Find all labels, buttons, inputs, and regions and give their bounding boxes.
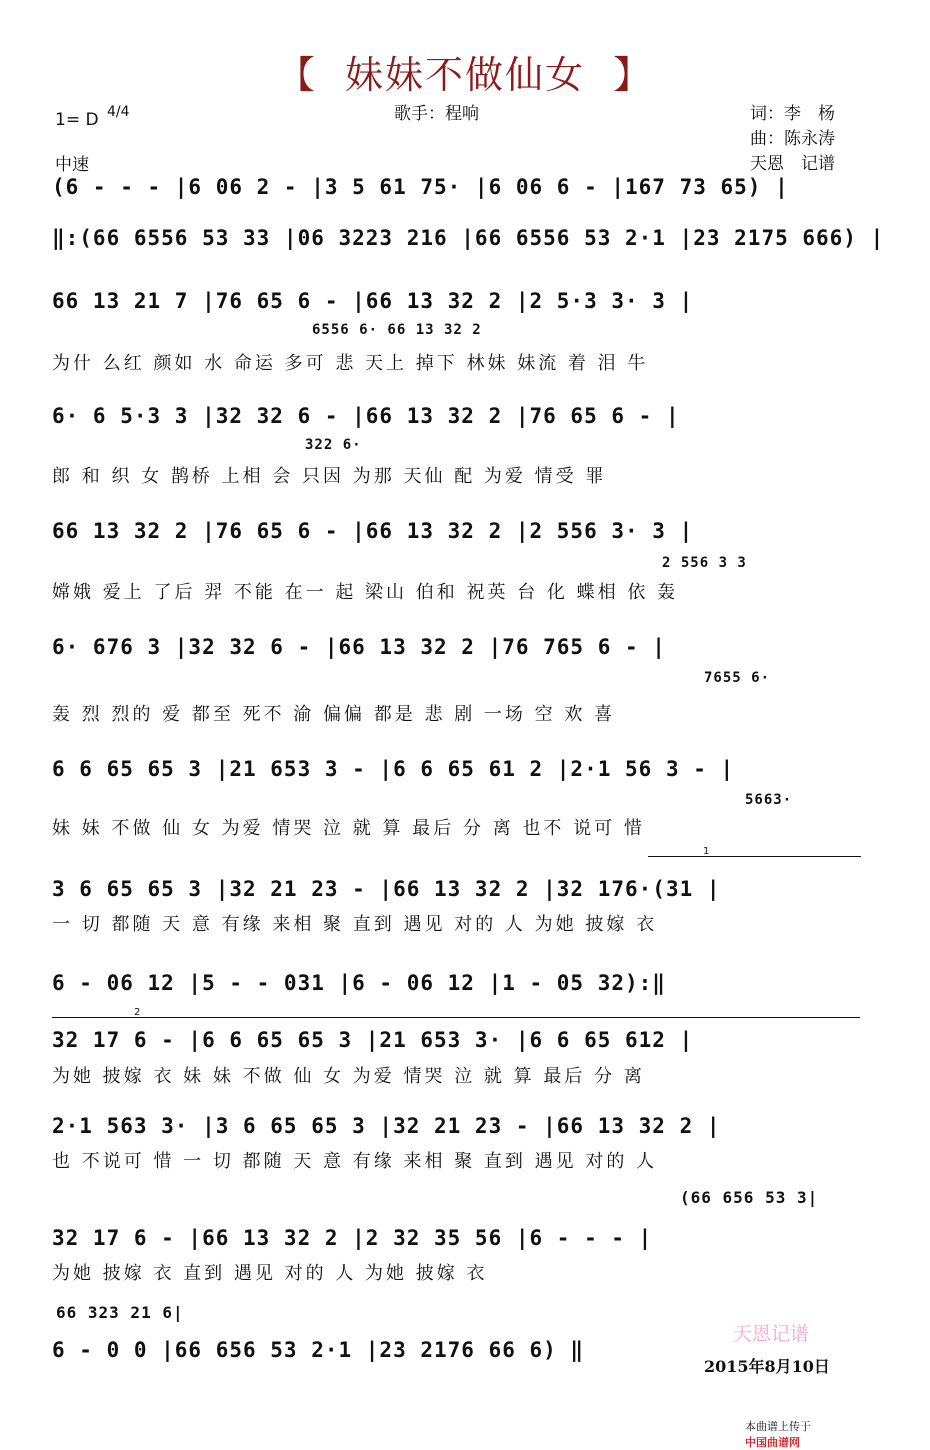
lyric-line-7: 妹 妹 不做 仙 女 为爱 情哭 泣 就 算 最后 分 离 也不 说可 惜 [52, 818, 645, 839]
footer-prefix: 本曲谱上传于 [745, 1420, 811, 1433]
song-title: 【 妹妹不做仙女 】 [276, 53, 654, 97]
transcription-date: 2015年8月10日 [704, 1357, 830, 1376]
score-line-10: 32 17 6 - |6 6 65 65 3 |21 653 3· |6 6 65 612 | [52, 1028, 694, 1052]
score-line-6: 6· 676 3 |32 32 6 - |66 13 32 2 |76 765 6 - | [52, 635, 666, 659]
harmony-line-12: (66 656 53 3| [680, 1188, 819, 1207]
lyric-line-4: 郎 和 织 女 鹊桥 上相 会 只因 为那 天仙 配 为爱 情受 罪 [52, 466, 607, 487]
score-line-5: 66 13 32 2 |76 65 6 - |66 13 32 2 |2 556 3· 3 | [52, 519, 694, 543]
singer-credit: 歌手：程响 [394, 104, 479, 124]
harmony-line-4: 322 6· [305, 437, 362, 453]
harmony-line-6: 7655 6· [704, 670, 771, 686]
harmony-line-7: 5663· [745, 792, 793, 808]
tempo-marking: 中速 [55, 155, 89, 175]
score-line-13: 6 - 0 0 |66 656 53 2·1 |23 2176 66 6) ‖ [52, 1338, 585, 1362]
score-line-11: 2·1 563 3· |3 6 65 65 3 |32 21 23 - |66 13 32 2 | [52, 1114, 721, 1138]
score-line-1: (6 - - - |6 06 2 - |3 5 61 75· |6 06 6 - |167 73 65) | [52, 175, 789, 199]
volta-2-number: 2 [134, 1007, 141, 1018]
footer-credit [738, 1405, 811, 1450]
harmony-line-3: 6556 6· 66 13 32 2 [312, 322, 482, 338]
score-line-2: ‖:(66 6556 53 33 |06 3223 216 |66 6556 53 2·1 |23 2175 666) | [52, 226, 885, 250]
score-line-9: 6 - 06 12 |5 - - 031 |6 - 06 12 |1 - 05 32):‖ [52, 971, 666, 995]
harmony-line-13: 66 323 21 6| [56, 1303, 184, 1322]
lyric-line-8: 一 切 都随 天 意 有缘 来相 聚 直到 遇见 对的 人 为她 披嫁 衣 [52, 914, 658, 935]
lyric-line-12: 为她 披嫁 衣 直到 遇见 对的 人 为她 披嫁 衣 [52, 1263, 488, 1284]
composer-credit: 曲：陈永涛 [750, 129, 835, 149]
volta-2-bracket [52, 1007, 860, 1018]
transcriber-credit: 天恩 记谱 [750, 154, 835, 174]
lyric-line-3: 为什 么红 颜如 水 命运 多可 悲 天上 掉下 林妹 妹流 着 泪 牛 [52, 353, 649, 374]
lyric-line-6: 轰 烈 烈的 爱 都至 死不 渝 偏偏 都是 悲 剧 一场 空 欢 喜 [52, 704, 616, 725]
lyric-line-11: 也 不说可 惜 一 切 都随 天 意 有缘 来相 聚 直到 遇见 对的 人 [52, 1151, 658, 1172]
transcriber-stamp: 天恩记谱 [733, 1323, 810, 1345]
volta-1-bracket [648, 846, 861, 857]
lyric-line-10: 为她 披嫁 衣 妹 妹 不做 仙 女 为爱 情哭 泣 就 算 最后 分 离 [52, 1066, 645, 1087]
score-line-7: 6 6 65 65 3 |21 653 3 - |6 6 65 61 2 |2·1 56 3 - | [52, 757, 735, 781]
score-line-12: 32 17 6 - |66 13 32 2 |2 32 35 56 |6 - - - | [52, 1226, 653, 1250]
time-signature: 4/4 [107, 104, 130, 120]
volta-1-number: 1 [703, 846, 710, 857]
footer-brand-link[interactable]: 中国曲谱网 [745, 1436, 800, 1449]
score-line-8: 3 6 65 65 3 |32 21 23 - |66 13 32 2 |32 176·(31 | [52, 877, 721, 901]
key-signature: 1= D [55, 110, 99, 130]
lyricist-credit: 词：李 杨 [750, 104, 835, 124]
harmony-line-5: 2 556 3 3 [662, 555, 747, 571]
score-line-4: 6· 6 5·3 3 |32 32 6 - |66 13 32 2 |76 65 6 - | [52, 404, 680, 428]
lyric-line-5: 嫦娥 爱上 了后 羿 不能 在一 起 梁山 伯和 祝英 台 化 蝶相 依 轰 [52, 582, 679, 603]
score-line-3: 66 13 21 7 |76 65 6 - |66 13 32 2 |2 5·3 3· 3 | [52, 289, 694, 313]
